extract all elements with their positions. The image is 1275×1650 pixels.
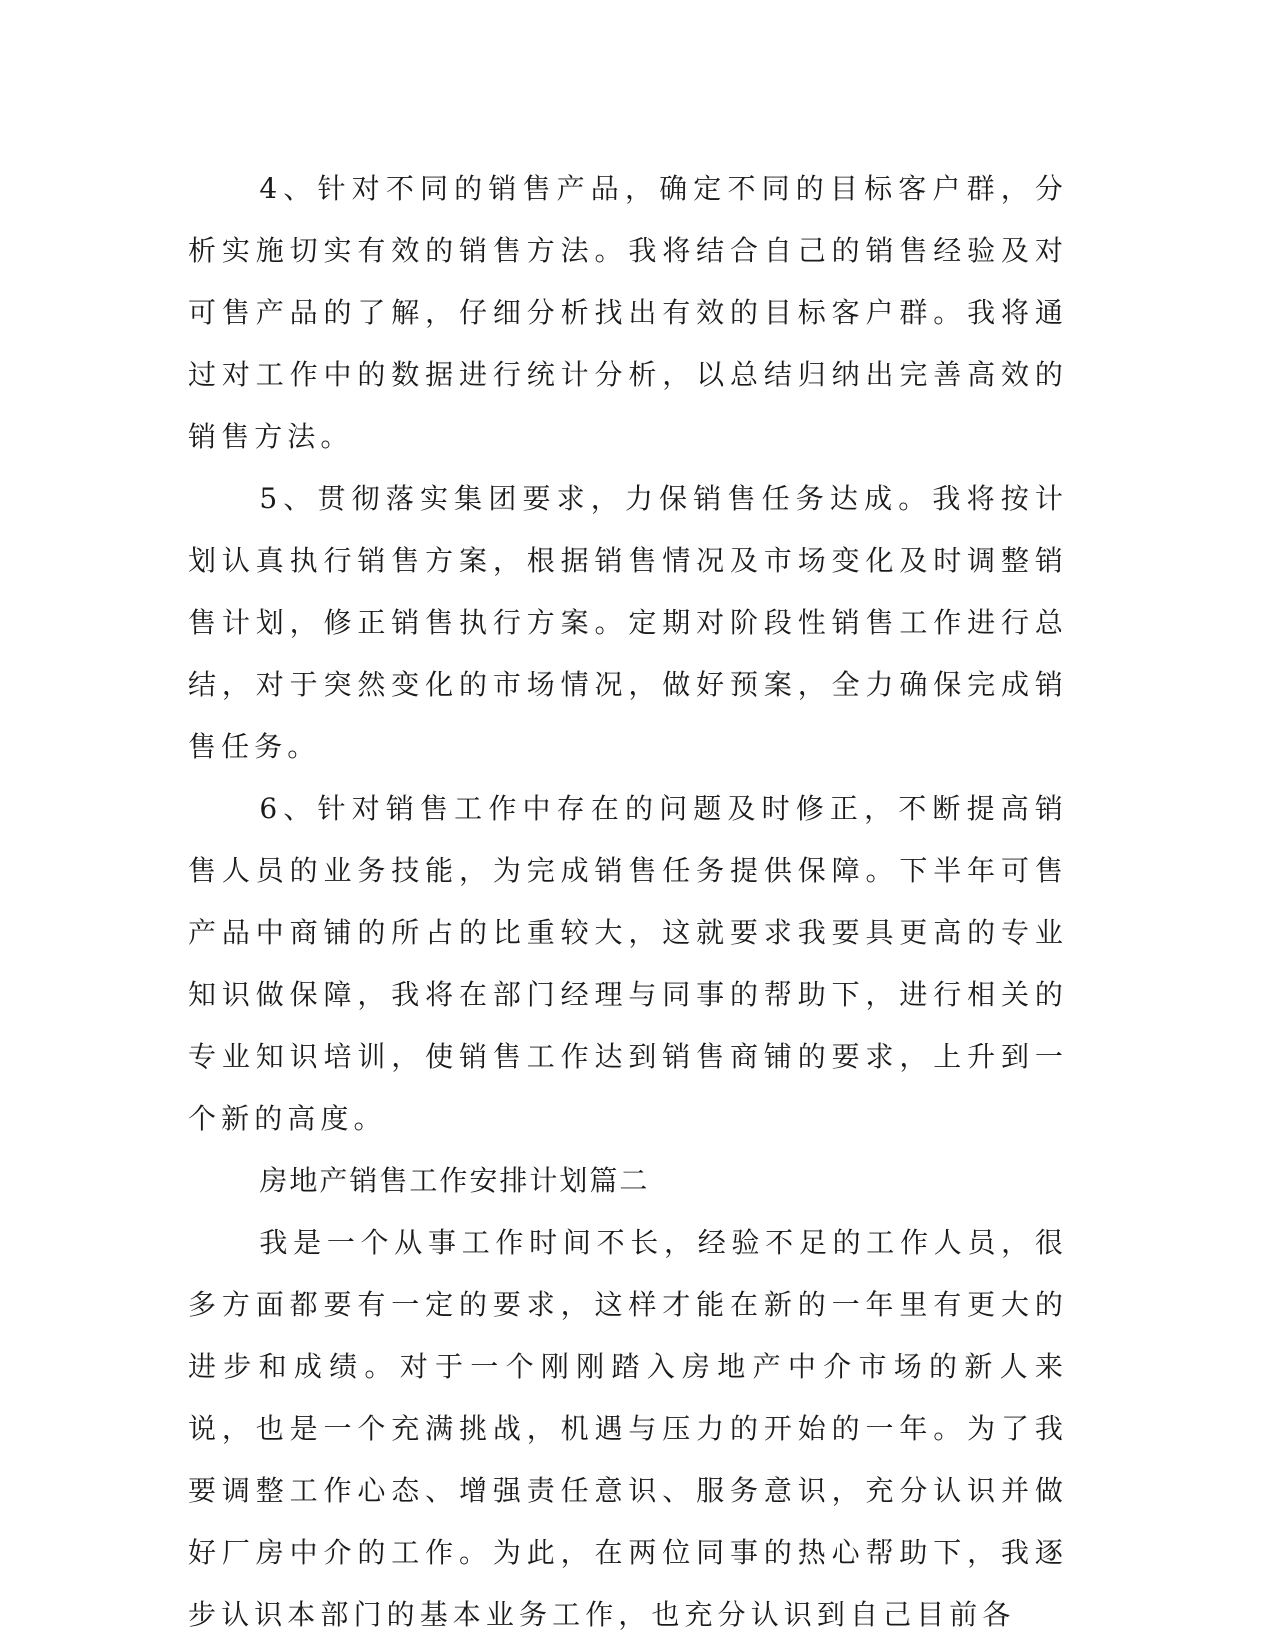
paragraph-item-5: 5、贯彻落实集团要求，力保销售任务达成。我将按计划认真执行销售方案，根据销售情况及市场变化及时调整销售计划，修正销售执行方案。定期对阶段性销售工作进行总结，对于突然变化的市场情况，做好预案，全力确保完成销售任务。	[188, 482, 1068, 763]
paragraph-item-6: 6、针对销售工作中存在的问题及时修正，不断提高销售人员的业务技能，为完成销售任务提供保障。下半年可售产品中商铺的所占的比重较大，这就要求我要具更高的专业知识做保障，我将在部门经理与同事的帮助下，进行相关的专业知识培训，使销售工作达到销售商铺的要求，上升到一个新的高度。	[188, 792, 1068, 1135]
paragraph-item-4: 4、针对不同的销售产品，确定不同的目标客户群，分析实施切实有效的销售方法。我将结合自己的销售经验及对可售产品的了解，仔细分析找出有效的目标客户群。我将通过对工作中的数据进行统计分析，以总结归纳出完善高效的销售方法。	[188, 172, 1068, 453]
section-paragraph: 我是一个从事工作时间不长，经验不足的工作人员，很多方面都要有一定的要求，这样才能在新的一年里有更大的进步和成绩。对于一个刚刚踏入房地产中介市场的新人来说，也是一个充满挑战，机遇与压力的开始的一年。为了我要调整工作心态、增强责任意识、服务意识，充分认识并做好厂房中介的工作。为此，在两位同事的热心帮助下，我逐步认识本部门的基本业务工作，也充分认识到自己目前各	[188, 1226, 1068, 1631]
section-title: 房地产销售工作安排计划篇二	[259, 1164, 650, 1197]
document-body	[188, 158, 1068, 1646]
